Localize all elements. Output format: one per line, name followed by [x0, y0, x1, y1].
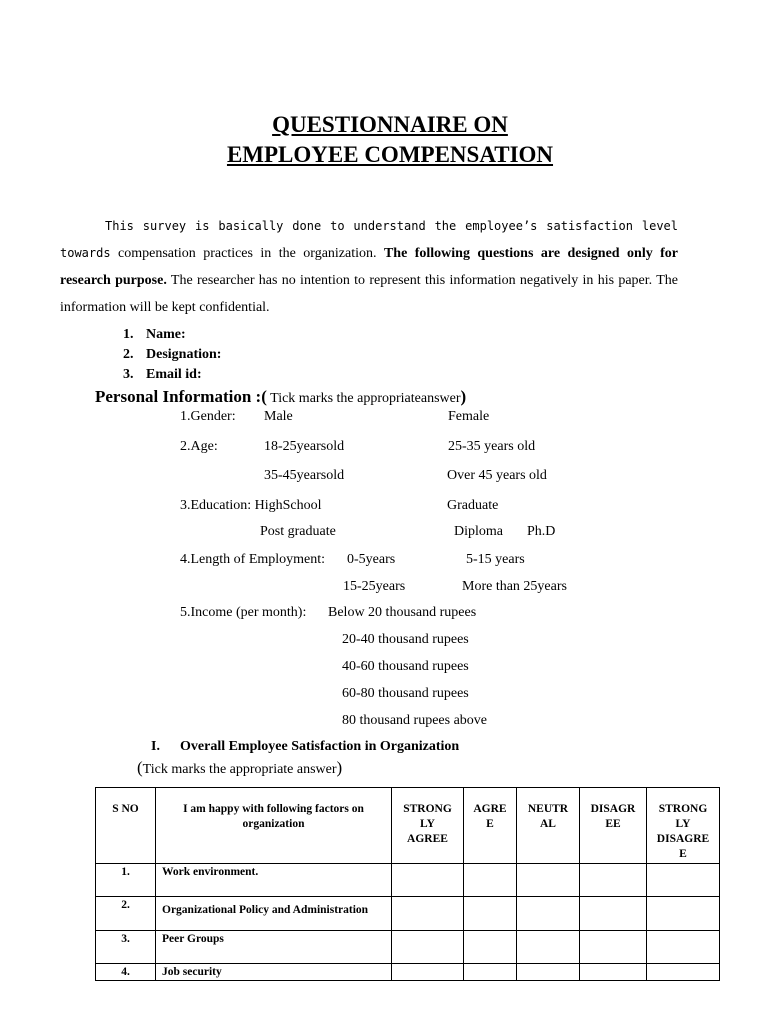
header-line: EE — [605, 818, 621, 830]
cell-disagree[interactable] — [580, 897, 647, 931]
cell-neutral[interactable] — [517, 931, 580, 964]
education-option-post-graduate[interactable]: Post graduate — [260, 524, 336, 539]
row-number: 1. — [96, 864, 156, 897]
field-label: Designation: — [146, 347, 222, 362]
row-number: 4. — [96, 964, 156, 981]
income-option-above-80[interactable]: 80 thousand rupees above — [342, 713, 488, 728]
section-title: Overall Employee Satisfaction in Organization — [180, 739, 460, 754]
field-name — [123, 327, 186, 343]
field-number: 3. — [123, 367, 134, 382]
cell-neutral[interactable] — [517, 897, 580, 931]
employment-option-15-25[interactable]: 15-25years — [343, 579, 406, 594]
cell-agree[interactable] — [464, 964, 517, 981]
age-option-35-45[interactable]: 35-45yearsold — [264, 468, 345, 483]
age-label: 2.Age: — [180, 439, 218, 454]
header-strongly-disagree — [647, 788, 720, 864]
cell-strongly-agree[interactable] — [392, 931, 464, 964]
income-option-60-80[interactable]: 60-80 thousand rupees — [342, 686, 469, 701]
row-factor: Organizational Policy and Administration — [156, 897, 392, 931]
table-row — [96, 964, 720, 981]
gender-option-male[interactable]: Male — [264, 409, 293, 424]
education-option-graduate[interactable]: Graduate — [447, 498, 499, 513]
intro-bold-text: The following questions are designed only for research purpose. — [60, 246, 679, 288]
cell-strongly-agree[interactable] — [392, 864, 464, 897]
table-header-row — [96, 788, 720, 864]
cell-strongly-disagree[interactable] — [647, 897, 720, 931]
field-label: Name: — [146, 327, 186, 342]
row-number: 3. — [96, 931, 156, 964]
row-factor: Job security — [156, 964, 392, 981]
table-row — [96, 931, 720, 964]
header-agree — [464, 788, 517, 864]
income-option-40-60[interactable]: 40-60 thousand rupees — [342, 659, 469, 674]
header-neutral — [517, 788, 580, 864]
cell-disagree[interactable] — [580, 931, 647, 964]
section-number: I. — [151, 739, 160, 754]
cell-agree[interactable] — [464, 864, 517, 897]
field-number: 1. — [123, 327, 134, 342]
age-option-25-35[interactable]: 25-35 years old — [448, 439, 536, 454]
table-row — [96, 864, 720, 897]
intro-text-3: The researcher has no intention to represent this information negatively in his paper. The information will be kept confidential. — [60, 273, 678, 315]
cell-disagree[interactable] — [580, 964, 647, 981]
title-line-1: QUESTIONNAIRE ON — [272, 112, 508, 137]
intro-text-1: This survey is basically done to understand the employee’s satisfaction level towards — [60, 219, 678, 260]
header-line: AL — [540, 818, 556, 830]
header-disagree — [580, 788, 647, 864]
age-option-over-45[interactable]: Over 45 years old — [447, 468, 547, 483]
header-line: LY — [420, 818, 435, 830]
gender-option-female[interactable]: Female — [448, 409, 490, 424]
employment-option-0-5[interactable]: 0-5years — [347, 552, 396, 567]
header-line: E — [679, 848, 687, 860]
header-line: DISAGRE — [656, 833, 710, 845]
header-factor: I am happy with following factors on organization — [156, 788, 392, 864]
intro-paragraph — [60, 213, 678, 321]
age-option-18-25[interactable]: 18-25yearsold — [264, 439, 345, 454]
header-line: AGREE — [407, 833, 448, 845]
section-note — [137, 758, 342, 778]
personal-info-title: Personal Information : — [95, 387, 262, 406]
section-note-text: Tick marks the appropriate answer — [142, 762, 337, 777]
header-strongly-agree — [392, 788, 464, 864]
cell-strongly-agree[interactable] — [392, 897, 464, 931]
cell-strongly-disagree[interactable] — [647, 964, 720, 981]
header-sno: S NO — [96, 788, 156, 864]
field-number: 2. — [123, 347, 134, 362]
satisfaction-table — [95, 787, 720, 981]
income-option-below-20[interactable]: Below 20 thousand rupees — [328, 605, 477, 620]
header-line: LY — [675, 818, 691, 830]
header-line: E — [486, 818, 494, 830]
personal-info-heading — [95, 387, 466, 407]
cell-agree[interactable] — [464, 897, 517, 931]
cell-strongly-disagree[interactable] — [647, 864, 720, 897]
field-label: Email id: — [146, 367, 202, 382]
open-paren: ( — [261, 387, 267, 406]
row-factor: Work environment. — [156, 864, 392, 897]
employment-label: 4.Length of Employment: — [180, 552, 326, 567]
open-paren: ( — [137, 758, 143, 777]
cell-strongly-disagree[interactable] — [647, 931, 720, 964]
education-option-phd[interactable]: Ph.D — [527, 524, 556, 539]
close-paren: ) — [460, 387, 467, 406]
cell-disagree[interactable] — [580, 864, 647, 897]
title-line-2: EMPLOYEE COMPENSATION — [226, 142, 554, 167]
education-label: 3.Education: HighSchool — [180, 498, 322, 513]
header-line: STRONG — [658, 803, 708, 815]
cell-neutral[interactable] — [517, 964, 580, 981]
close-paren: ) — [336, 758, 343, 777]
field-designation — [123, 347, 221, 363]
row-number: 2. — [96, 897, 156, 931]
income-option-20-40[interactable]: 20-40 thousand rupees — [342, 632, 469, 647]
cell-agree[interactable] — [464, 931, 517, 964]
header-line: NEUTR — [527, 803, 569, 815]
row-factor: Peer Groups — [156, 931, 392, 964]
header-line: AGRE — [473, 803, 507, 815]
income-label: 5.Income (per month): — [180, 605, 307, 620]
field-email — [123, 367, 202, 383]
employment-option-over-25[interactable]: More than 25years — [462, 579, 567, 594]
header-line: DISAGR — [590, 803, 636, 815]
cell-neutral[interactable] — [517, 864, 580, 897]
intro-text-2: compensation practices in the organization. — [118, 246, 384, 261]
header-line: STRONG — [403, 803, 452, 815]
cell-strongly-agree[interactable] — [392, 964, 464, 981]
gender-label: 1.Gender: — [180, 409, 236, 424]
table-row — [96, 897, 720, 931]
personal-info-note: Tick marks the appropriateanswer — [266, 391, 461, 406]
education-option-diploma[interactable]: Diploma — [454, 524, 503, 539]
employment-option-5-15[interactable]: 5-15 years — [466, 552, 525, 567]
